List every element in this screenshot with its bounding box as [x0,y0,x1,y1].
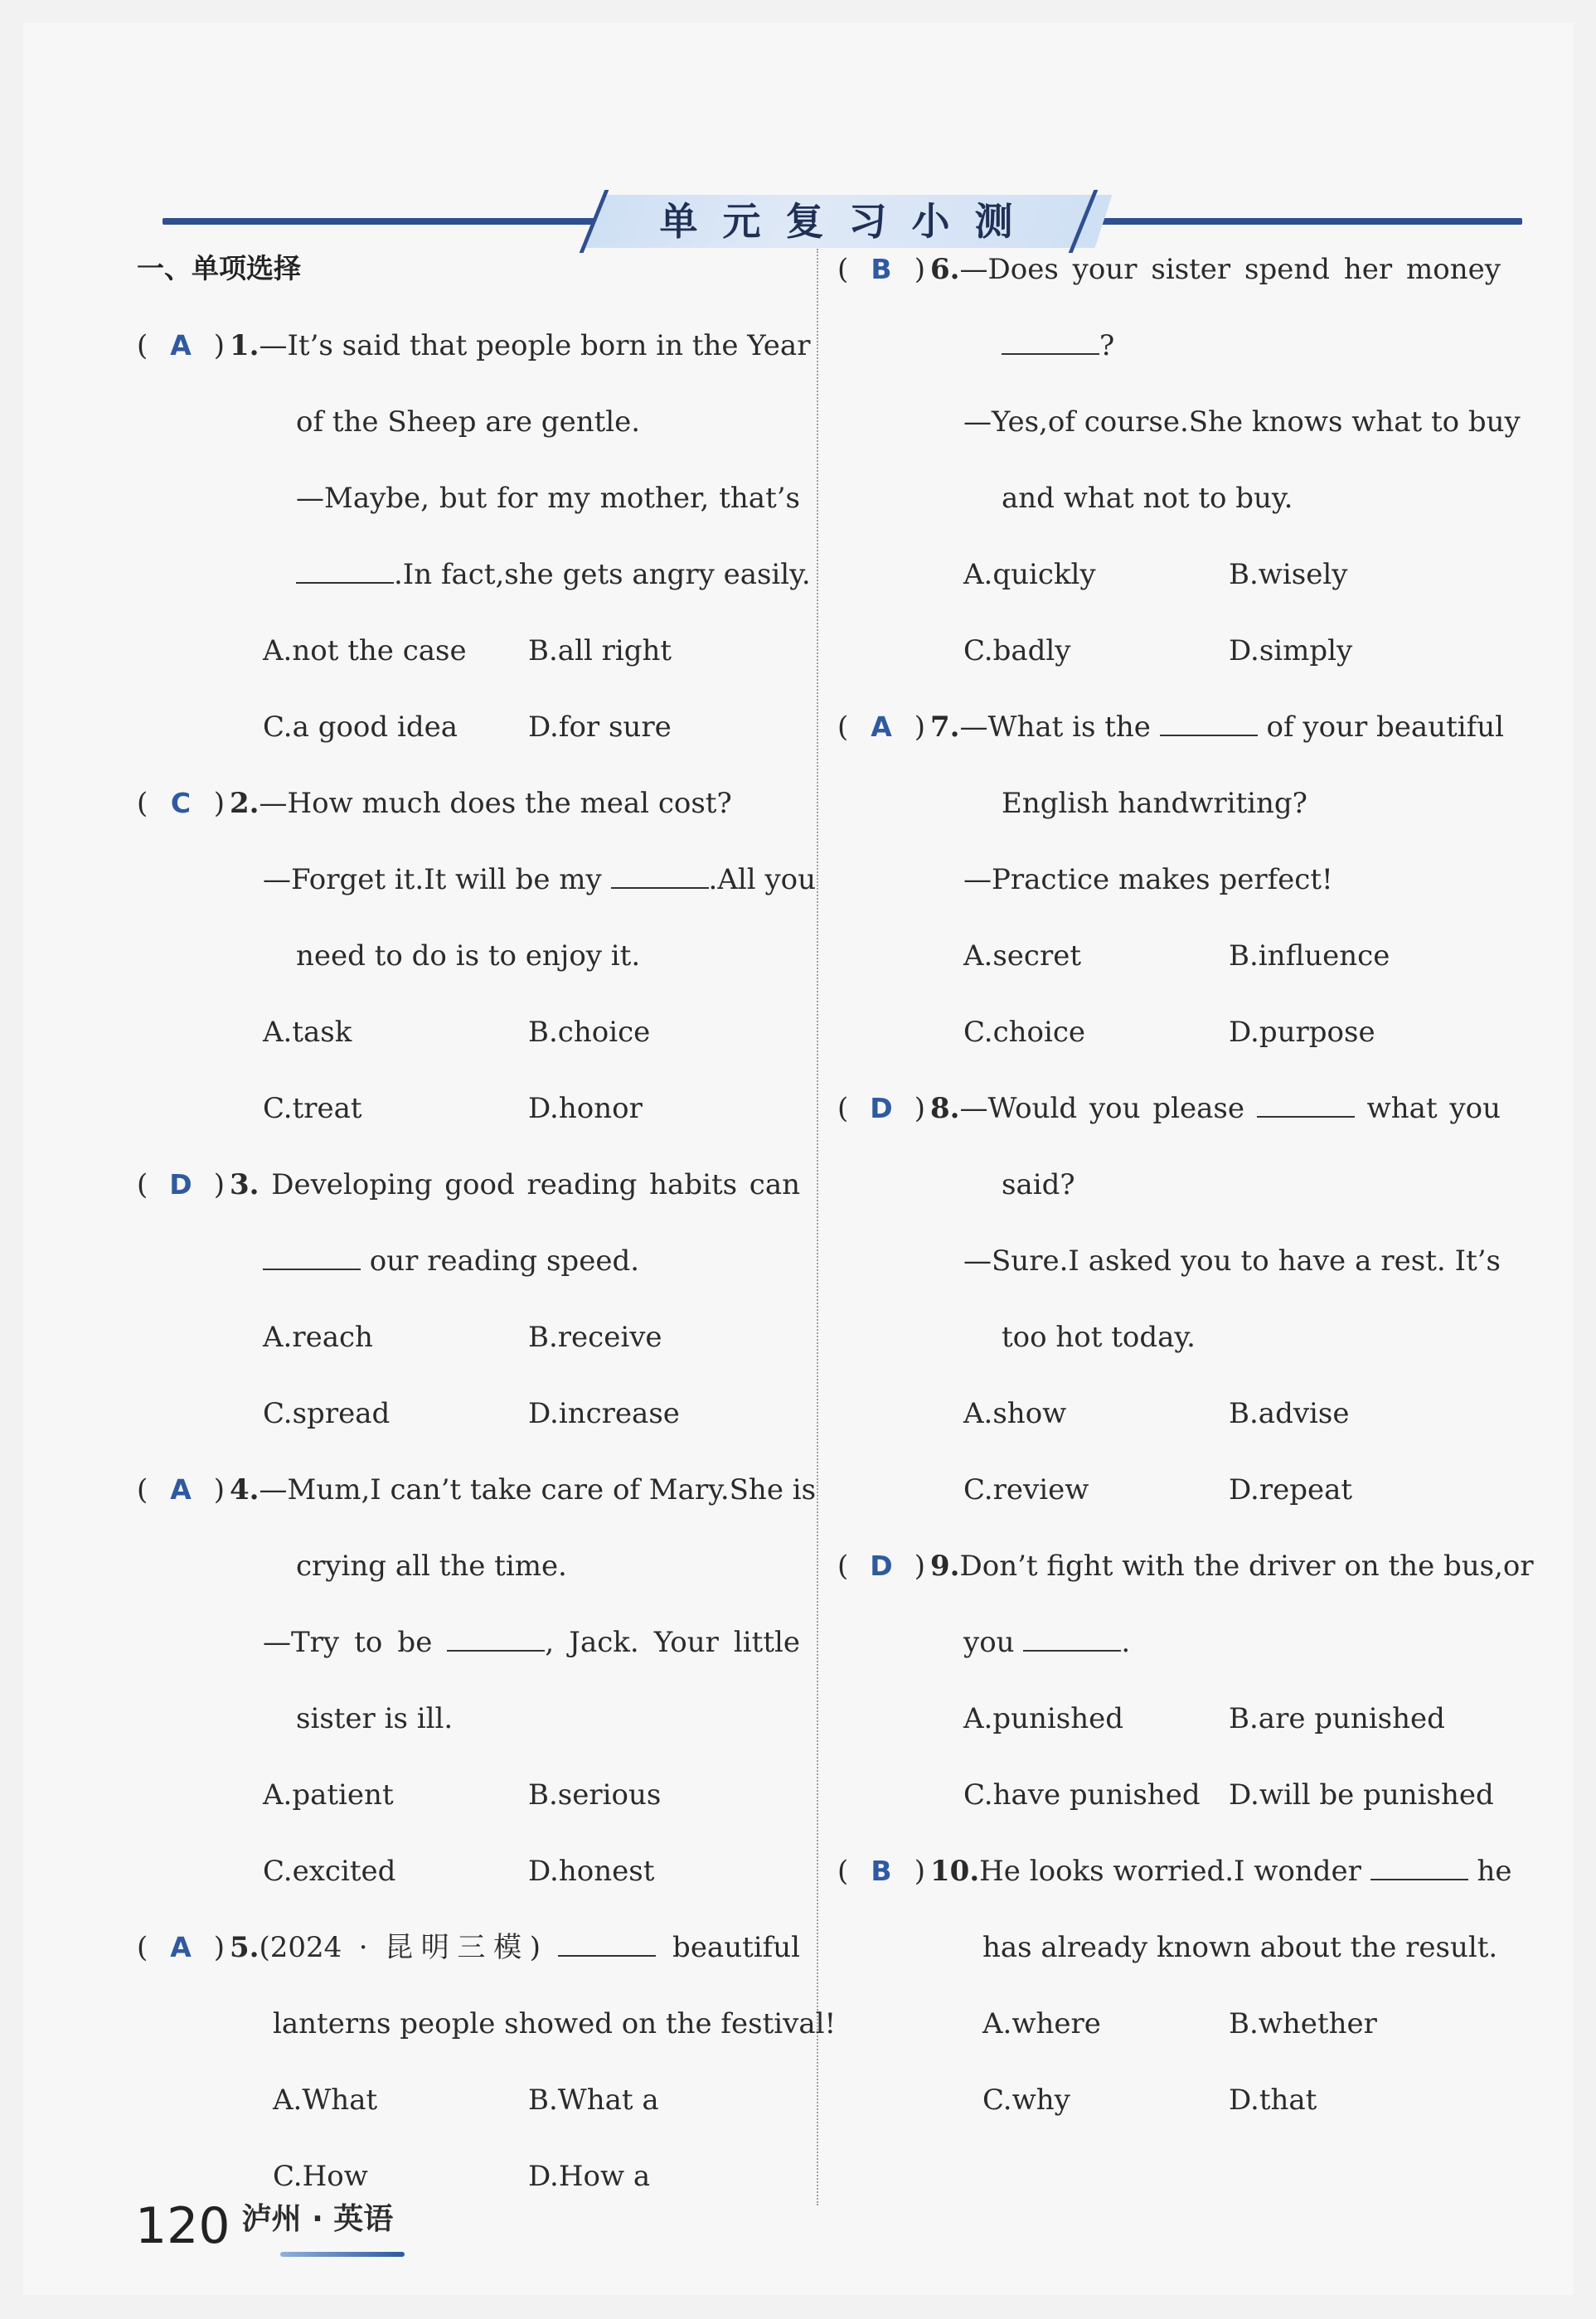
option-b: B.influence [1229,939,1390,973]
options-row [137,1389,800,1465]
answer-paren: ( A ) [137,1465,230,1515]
question-text [930,1541,1534,1591]
question-text [930,702,1504,752]
option-a: A.punished [963,1702,1124,1735]
page-footer [135,2189,393,2255]
answer-paren: ( D ) [137,1160,230,1210]
question-line: too hot today. [1002,1321,1196,1354]
answer: A [871,711,892,743]
option-b: B.choice [528,1016,651,1049]
question-line [137,550,811,626]
option-b: B.are punished [1229,1702,1445,1735]
question-line-text: . [1121,1626,1131,1659]
option-d: D.that [1229,2084,1317,2117]
question-line: sister is ill. [296,1702,454,1735]
question-text [230,1160,800,1210]
question-line-text: .In fact,she gets angry easily. [394,558,811,591]
question-line [137,1236,800,1312]
answer: A [170,1473,192,1506]
question-number: 1. [230,329,260,362]
question-line-text: —Maybe, but for my mother, that’s [296,482,800,515]
question-text [230,779,732,828]
question-line: beautiful [655,1931,800,1964]
question-text [230,321,810,371]
question-line: of the Sheep are gentle. [296,405,641,439]
answer-blank [558,1930,656,1957]
question-line-text [263,1618,800,1667]
answer-blank [611,862,709,889]
question-number: 9. [930,1550,960,1583]
answer-blank [1257,1091,1355,1118]
question-line [837,1236,1501,1312]
options-row [837,1999,1501,2075]
question-number: 8. [930,1092,960,1125]
answer: D [870,1550,893,1582]
options-row [137,1084,800,1160]
answer: A [170,329,192,361]
answer-blank [263,1244,361,1270]
question-line [837,1618,1501,1694]
option-b: B.What a [528,2084,659,2117]
question-number: 4. [230,1473,260,1506]
options-row [837,1007,1501,1084]
option-c: C.excited [263,1855,396,1888]
option-c: C.spread [263,1397,391,1430]
question-line: what you [1366,1092,1501,1125]
footer-underline [280,2252,405,2257]
answer-blank [1023,1625,1121,1652]
question-4 [137,1465,817,1541]
question-line-text: —Sure.I asked you to have a rest. It’s [963,1244,1501,1278]
answer-paren: ( A ) [137,1923,230,1972]
option-c: C.have punished [963,1778,1201,1812]
answer-blank [1002,328,1099,355]
answer: A [170,1931,192,1963]
question-7 [837,702,1504,779]
column-divider [817,249,818,2205]
question-line: —Would you please [959,1092,1244,1125]
question-line [137,1618,800,1694]
question-line-text: ? [1099,329,1115,362]
question-source: (2024 · 昆明三模) [259,1931,541,1964]
option-d: D.purpose [1229,1016,1375,1049]
options-row [137,1770,800,1846]
question-line: lanterns people showed on the festival! [273,2007,837,2040]
section-banner [163,193,1522,251]
option-c: C.a good idea [263,711,458,744]
options-row [837,2075,1501,2152]
option-c: C.badly [963,634,1071,667]
question-1 [137,321,811,397]
question-line [137,855,817,931]
answer-paren: ( D ) [837,1084,930,1133]
answer: B [871,1855,892,1887]
option-c: C.review [963,1473,1089,1506]
question-line: Don’t fight with the driver on the bus,or [959,1550,1534,1583]
question-line [137,473,800,550]
answer-paren: ( D ) [837,1541,930,1591]
question-line: —It’s said that people born in the Year [259,329,811,362]
option-a: A.patient [263,1778,394,1812]
question-text [230,1923,800,1972]
question-number: 7. [930,711,960,744]
question-10 [837,1846,1512,1923]
question-line: of your beautiful [1266,711,1504,744]
option-c: C.why [982,2084,1070,2117]
options-row [137,2075,800,2152]
options-row [137,1846,800,1923]
options-row [137,1312,800,1389]
question-line: —Does your sister spend her money [959,253,1501,286]
question-line-text: —Try to be [263,1626,433,1659]
options-row [837,1694,1501,1770]
question-9 [837,1541,1534,1618]
option-a: A.secret [963,939,1082,973]
question-line: —What is the [959,711,1151,744]
question-8 [837,1084,1501,1160]
question-text [930,1846,1512,1896]
section-title: 一、单项选择 [137,252,301,284]
options-row [137,626,800,702]
option-d: D.How a [528,2160,651,2193]
question-line: —Mum,I can’t take care of Mary.She is [259,1473,817,1506]
option-b: B.whether [1229,2007,1377,2040]
question-line [837,321,1501,397]
left-column [137,245,837,2228]
option-c: C.How [273,2160,368,2193]
answer-paren: ( B ) [837,1846,930,1896]
question-text [930,1084,1501,1133]
question-number: 5. [230,1931,260,1964]
question-line: and what not to buy. [1002,482,1293,515]
option-a: A.show [963,1397,1067,1430]
options-row [837,931,1501,1007]
question-line: he [1477,1855,1512,1888]
options-row [837,1465,1501,1541]
options-row [837,550,1501,626]
question-line: has already known about the result. [982,1931,1498,1964]
options-row [137,702,800,779]
option-a: A.What [273,2084,378,2117]
option-d: D.repeat [1229,1473,1353,1506]
option-a: A.reach [263,1321,373,1354]
option-d: D.increase [528,1397,680,1430]
option-b: B.serious [528,1778,662,1812]
right-column [837,245,1534,2152]
page-number: 120 [135,2197,230,2255]
question-2 [137,779,800,855]
answer: C [170,787,192,819]
answer: D [870,1092,893,1124]
question-line-text: our reading speed. [361,1244,640,1278]
question-line-text: —Yes,of course.She knows what to buy [963,405,1521,439]
question-line: Developing good reading habits can [259,1168,800,1201]
question-number: 6. [930,253,960,286]
option-c: C.choice [963,1016,1086,1049]
question-line: crying all the time. [296,1550,567,1583]
book-subtitle: 泸州 · 英语 [241,2202,394,2236]
banner-rule-right [1087,218,1522,225]
option-d: D.will be punished [1229,1778,1494,1812]
answer-paren: ( A ) [837,702,930,752]
question-number: 2. [230,787,260,820]
answer-blank [1370,1854,1468,1880]
option-d: D.honor [528,1092,643,1125]
page-title: 单元复习小测 [659,199,1038,244]
options-row [137,1007,800,1084]
question-line-text: , Jack. Your little [545,1626,801,1659]
question-line [837,397,1521,473]
options-row [837,1389,1501,1465]
question-line: He looks worried.I wonder [979,1855,1361,1888]
question-line: English handwriting? [1002,787,1307,820]
option-b: B.wisely [1229,558,1348,591]
answer-blank [296,557,394,584]
question-line-text: you [963,1626,1015,1659]
option-a: A.where [982,2007,1101,2040]
question-6 [837,245,1501,321]
options-row [837,626,1501,702]
answer-paren: ( A ) [137,321,230,371]
question-line-text: .All you [708,863,817,896]
answer: B [871,253,892,285]
option-d: D.simply [1229,634,1353,667]
answer-blank [1160,710,1258,736]
question-line: said? [1002,1168,1075,1201]
option-c: C.treat [263,1092,362,1125]
question-number: 3. [230,1168,260,1201]
option-d: D.for sure [528,711,672,744]
option-d: D.honest [528,1855,655,1888]
option-a: A.quickly [963,558,1096,591]
answer-blank [447,1625,545,1652]
question-number: 10. [930,1855,980,1888]
question-5 [137,1923,800,1999]
question-line-text: —Forget it.It will be my [263,863,602,896]
question-text [930,245,1501,294]
option-a: A.not the case [263,634,467,667]
option-b: B.advise [1229,1397,1350,1430]
question-line: —Practice makes perfect! [963,863,1333,896]
answer-paren: ( C ) [137,779,230,828]
option-a: A.task [263,1016,352,1049]
option-b: B.all right [528,634,672,667]
answer: D [169,1168,192,1201]
banner-rule-left [163,218,610,225]
question-3 [137,1160,800,1236]
answer-paren: ( B ) [837,245,930,294]
option-b: B.receive [528,1321,662,1354]
question-line: need to do is to enjoy it. [296,939,641,973]
question-line: —How much does the meal cost? [259,787,732,820]
options-row [837,1770,1501,1846]
question-text [230,1465,816,1515]
